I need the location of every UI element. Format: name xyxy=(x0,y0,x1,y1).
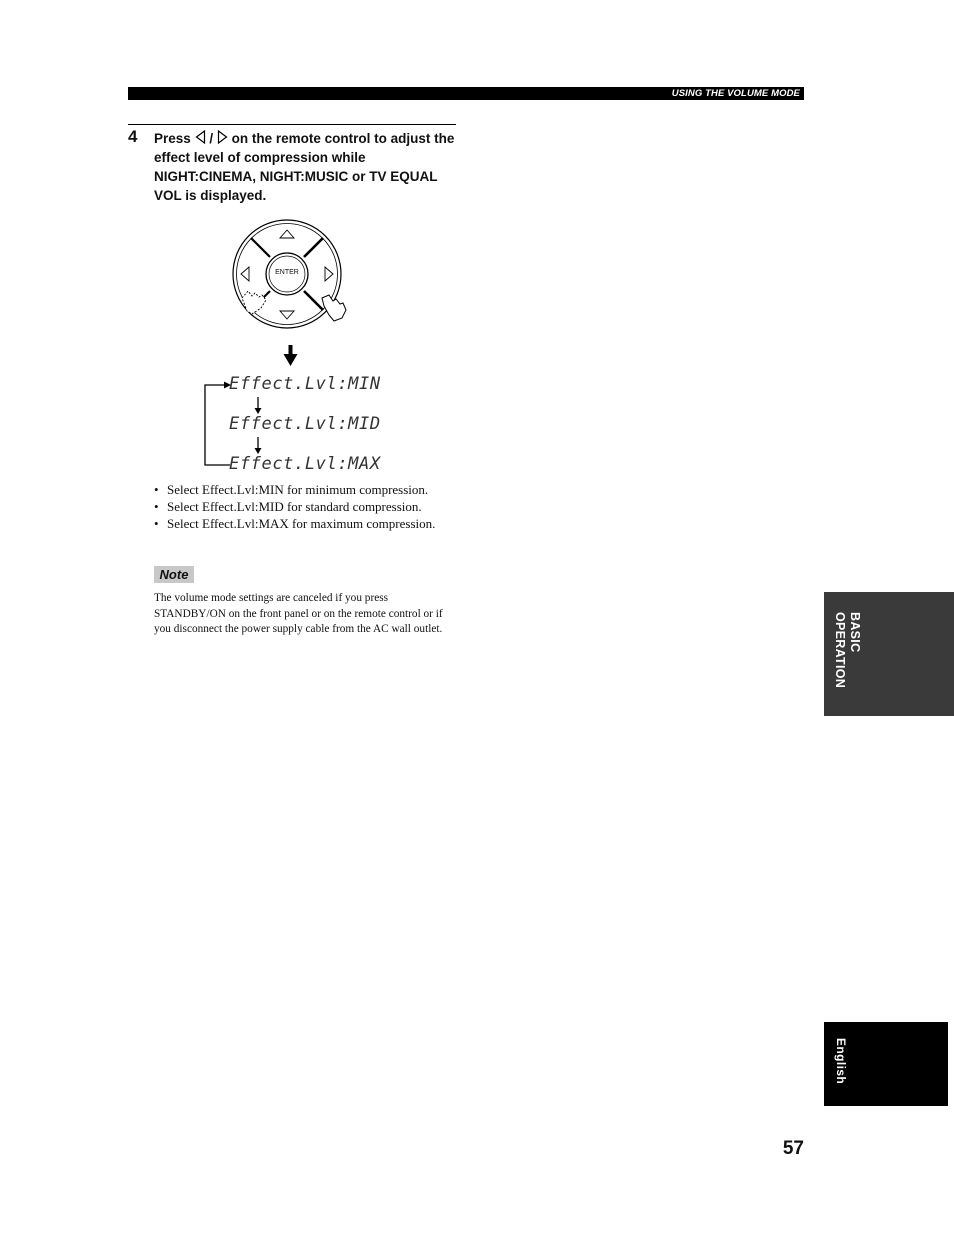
step-text-rest: on the remote control to adjust the effect level of compression while NIGHT:CINEMA, NIGHT:MUSIC or TV EQUAL VOL is displayed. xyxy=(154,131,455,203)
side-tab-section-label: BASIC OPERATION xyxy=(833,612,862,689)
list-item: • Select Effect.Lvl:MID for standard compression. xyxy=(154,498,456,515)
section-header-title: USING THE VOLUME MODE xyxy=(671,88,800,99)
step-instruction xyxy=(154,129,456,205)
right-triangle-icon xyxy=(217,130,228,144)
step-text-slash: / xyxy=(209,131,214,146)
bullet-list xyxy=(154,481,456,532)
side-tab-language xyxy=(824,1022,948,1106)
side-tab-language-label: English xyxy=(834,1038,848,1085)
list-item: • Select Effect.Lvl:MIN for minimum compression. xyxy=(154,481,456,498)
note-label: Note xyxy=(154,566,194,583)
note-text: The volume mode settings are canceled if you press STANDBY/ON on the front panel or on the remote control or if you disconnect the power supply cable from the AC wall outlet. xyxy=(154,592,443,636)
header-bar xyxy=(128,87,804,100)
left-triangle-icon xyxy=(195,130,206,144)
page-number: 57 xyxy=(782,1138,804,1159)
side-tab-section xyxy=(824,592,954,716)
step-text-press: Press xyxy=(154,131,191,146)
remote-control-diagram xyxy=(200,218,380,480)
display-effect-level-max: Effect.Lvl:MAX xyxy=(229,454,381,474)
enter-button-label: ENTER xyxy=(275,269,299,276)
step-rule xyxy=(128,124,456,125)
list-item: • Select Effect.Lvl:MAX for maximum compression. xyxy=(154,515,456,532)
display-effect-level-min: Effect.Lvl:MIN xyxy=(229,374,381,394)
step-number: 4 xyxy=(128,127,138,146)
display-effect-level-mid: Effect.Lvl:MID xyxy=(229,414,381,434)
remote-cursor-pad-illustration xyxy=(200,218,380,480)
